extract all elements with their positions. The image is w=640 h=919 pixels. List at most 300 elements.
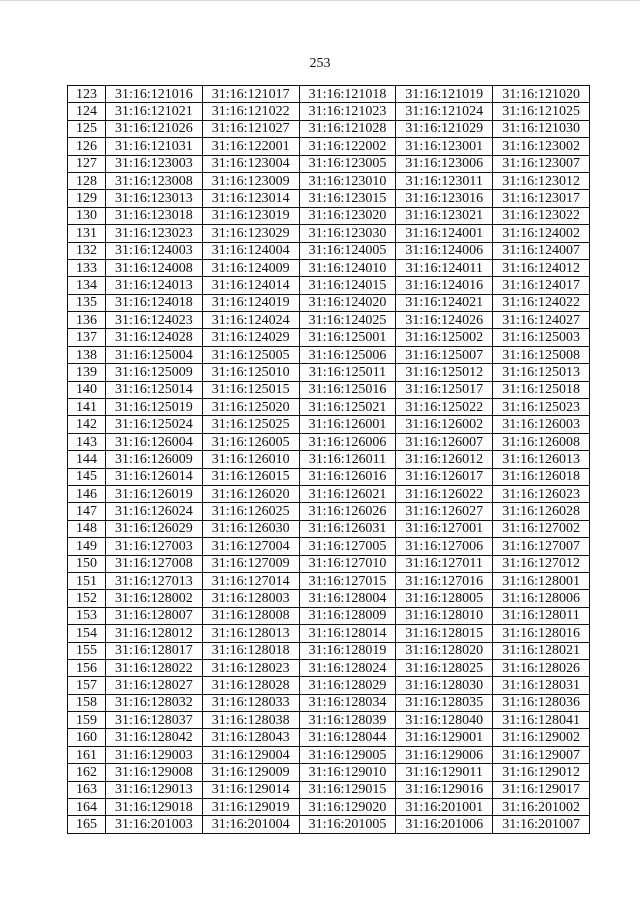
table-row (68, 816, 590, 833)
cadastral-number-cell: 31:16:128035 (396, 694, 493, 711)
cadastral-number-cell: 31:16:201002 (493, 799, 590, 816)
cadastral-number-cell: 31:16:127007 (493, 538, 590, 555)
cadastral-number-cell: 31:16:201005 (299, 816, 396, 833)
cadastral-number-cell: 31:16:126027 (396, 503, 493, 520)
cadastral-number-cell: 31:16:121028 (299, 120, 396, 137)
cadastral-number-cell: 31:16:128003 (202, 590, 299, 607)
table-row (68, 485, 590, 502)
cadastral-number-cell: 31:16:201007 (493, 816, 590, 833)
cadastral-number-cell: 31:16:126006 (299, 433, 396, 450)
cadastral-number-cell: 31:16:129017 (493, 781, 590, 798)
cadastral-number-cell: 31:16:121030 (493, 120, 590, 137)
cadastral-number-cell: 31:16:125013 (493, 364, 590, 381)
cadastral-number-cell: 31:16:125015 (202, 381, 299, 398)
cadastral-number-cell: 31:16:124006 (396, 242, 493, 259)
table-row (68, 659, 590, 676)
cadastral-number-cell: 31:16:128004 (299, 590, 396, 607)
cadastral-number-cell: 31:16:126018 (493, 468, 590, 485)
cadastral-number-cell: 31:16:128001 (493, 572, 590, 589)
cadastral-number-cell: 31:16:129014 (202, 781, 299, 798)
cadastral-number-cell: 31:16:129012 (493, 764, 590, 781)
cadastral-number-cell: 31:16:125007 (396, 346, 493, 363)
cadastral-number-cell: 31:16:129009 (202, 764, 299, 781)
cadastral-number-cell: 31:16:126011 (299, 451, 396, 468)
cadastral-number-cell: 31:16:128036 (493, 694, 590, 711)
cadastral-number-cell: 31:16:124021 (396, 294, 493, 311)
cadastral-number-cell: 31:16:127005 (299, 538, 396, 555)
cadastral-number-cell: 31:16:121026 (106, 120, 203, 137)
cadastral-number-cell: 31:16:129006 (396, 746, 493, 763)
row-number-cell: 145 (68, 468, 106, 485)
cadastral-number-cell: 31:16:125014 (106, 381, 203, 398)
cadastral-number-cell: 31:16:123022 (493, 207, 590, 224)
row-number-cell: 161 (68, 746, 106, 763)
cadastral-number-cell: 31:16:129005 (299, 746, 396, 763)
cadastral-number-cell: 31:16:128014 (299, 625, 396, 642)
cadastral-number-cell: 31:16:129010 (299, 764, 396, 781)
cadastral-number-cell: 31:16:121022 (202, 103, 299, 120)
cadastral-number-cell: 31:16:125005 (202, 346, 299, 363)
cadastral-number-cell: 31:16:129001 (396, 729, 493, 746)
cadastral-number-cell: 31:16:123009 (202, 172, 299, 189)
cadastral-number-cell: 31:16:128040 (396, 712, 493, 729)
table-row (68, 520, 590, 537)
row-number-cell: 141 (68, 399, 106, 416)
cadastral-number-cell: 31:16:124009 (202, 259, 299, 276)
cadastral-number-cell: 31:16:123021 (396, 207, 493, 224)
table-row (68, 346, 590, 363)
cadastral-number-cell: 31:16:127014 (202, 572, 299, 589)
cadastral-number-cell: 31:16:121023 (299, 103, 396, 120)
cadastral-number-cell: 31:16:126017 (396, 468, 493, 485)
cadastral-number-cell: 31:16:129007 (493, 746, 590, 763)
cadastral-number-cell: 31:16:121025 (493, 103, 590, 120)
cadastral-number-cell: 31:16:128005 (396, 590, 493, 607)
cadastral-number-cell: 31:16:123020 (299, 207, 396, 224)
cadastral-number-cell: 31:16:126013 (493, 451, 590, 468)
table-row (68, 433, 590, 450)
table-row (68, 729, 590, 746)
row-number-cell: 158 (68, 694, 106, 711)
cadastral-number-cell: 31:16:127009 (202, 555, 299, 572)
row-number-cell: 154 (68, 625, 106, 642)
cadastral-number-cell: 31:16:124016 (396, 277, 493, 294)
cadastral-number-cell: 31:16:126005 (202, 433, 299, 450)
cadastral-number-cell: 31:16:126001 (299, 416, 396, 433)
cadastral-number-cell: 31:16:126003 (493, 416, 590, 433)
cadastral-number-cell: 31:16:121024 (396, 103, 493, 120)
cadastral-number-cell: 31:16:128032 (106, 694, 203, 711)
cadastral-number-cell: 31:16:125018 (493, 381, 590, 398)
cadastral-numbers-table (67, 85, 590, 834)
cadastral-number-cell: 31:16:128030 (396, 677, 493, 694)
cadastral-number-cell: 31:16:128006 (493, 590, 590, 607)
cadastral-number-cell: 31:16:128009 (299, 607, 396, 624)
row-number-cell: 123 (68, 86, 106, 103)
cadastral-number-cell: 31:16:127002 (493, 520, 590, 537)
cadastral-number-cell: 31:16:128026 (493, 659, 590, 676)
row-number-cell: 163 (68, 781, 106, 798)
cadastral-number-cell: 31:16:121016 (106, 86, 203, 103)
row-number-cell: 155 (68, 642, 106, 659)
cadastral-number-cell: 31:16:124013 (106, 277, 203, 294)
cadastral-number-cell: 31:16:126016 (299, 468, 396, 485)
table-row (68, 329, 590, 346)
cadastral-number-cell: 31:16:129011 (396, 764, 493, 781)
cadastral-number-cell: 31:16:126028 (493, 503, 590, 520)
cadastral-number-cell: 31:16:124020 (299, 294, 396, 311)
cadastral-number-cell: 31:16:128024 (299, 659, 396, 676)
cadastral-number-cell: 31:16:128044 (299, 729, 396, 746)
cadastral-number-cell: 31:16:128042 (106, 729, 203, 746)
cadastral-number-cell: 31:16:125023 (493, 399, 590, 416)
cadastral-number-cell: 31:16:126025 (202, 503, 299, 520)
table-row (68, 781, 590, 798)
cadastral-number-cell: 31:16:124001 (396, 225, 493, 242)
cadastral-number-cell: 31:16:125017 (396, 381, 493, 398)
cadastral-number-cell: 31:16:128010 (396, 607, 493, 624)
table-row (68, 694, 590, 711)
cadastral-number-cell: 31:16:124002 (493, 225, 590, 242)
cadastral-number-cell: 31:16:124019 (202, 294, 299, 311)
cadastral-number-cell: 31:16:126009 (106, 451, 203, 468)
cadastral-number-cell: 31:16:124004 (202, 242, 299, 259)
table-row (68, 799, 590, 816)
scan-edge-line (0, 0, 640, 1)
cadastral-number-cell: 31:16:127003 (106, 538, 203, 555)
row-number-cell: 126 (68, 138, 106, 155)
cadastral-number-cell: 31:16:124018 (106, 294, 203, 311)
cadastral-number-cell: 31:16:125001 (299, 329, 396, 346)
cadastral-number-cell: 31:16:201006 (396, 816, 493, 833)
cadastral-number-cell: 31:16:126024 (106, 503, 203, 520)
row-number-cell: 144 (68, 451, 106, 468)
cadastral-number-cell: 31:16:201004 (202, 816, 299, 833)
cadastral-number-cell: 31:16:126023 (493, 485, 590, 502)
cadastral-number-cell: 31:16:126031 (299, 520, 396, 537)
table-row (68, 712, 590, 729)
table-row (68, 538, 590, 555)
cadastral-number-cell: 31:16:125004 (106, 346, 203, 363)
table-body (68, 86, 590, 834)
cadastral-number-cell: 31:16:126008 (493, 433, 590, 450)
cadastral-number-cell: 31:16:122002 (299, 138, 396, 155)
row-number-cell: 127 (68, 155, 106, 172)
cadastral-number-cell: 31:16:128039 (299, 712, 396, 729)
cadastral-number-cell: 31:16:123004 (202, 155, 299, 172)
cadastral-number-cell: 31:16:125024 (106, 416, 203, 433)
cadastral-number-cell: 31:16:129002 (493, 729, 590, 746)
cadastral-number-cell: 31:16:127013 (106, 572, 203, 589)
cadastral-number-cell: 31:16:129013 (106, 781, 203, 798)
table-row (68, 590, 590, 607)
row-number-cell: 140 (68, 381, 106, 398)
cadastral-number-cell: 31:16:123003 (106, 155, 203, 172)
cadastral-number-cell: 31:16:123029 (202, 225, 299, 242)
cadastral-number-cell: 31:16:126020 (202, 485, 299, 502)
cadastral-number-cell: 31:16:128020 (396, 642, 493, 659)
cadastral-number-cell: 31:16:124029 (202, 329, 299, 346)
cadastral-number-cell: 31:16:125011 (299, 364, 396, 381)
cadastral-number-cell: 31:16:128027 (106, 677, 203, 694)
cadastral-number-cell: 31:16:125021 (299, 399, 396, 416)
cadastral-number-cell: 31:16:125006 (299, 346, 396, 363)
cadastral-number-cell: 31:16:121031 (106, 138, 203, 155)
cadastral-number-cell: 31:16:128007 (106, 607, 203, 624)
cadastral-number-cell: 31:16:127001 (396, 520, 493, 537)
cadastral-number-cell: 31:16:124025 (299, 312, 396, 329)
cadastral-number-cell: 31:16:125025 (202, 416, 299, 433)
cadastral-number-cell: 31:16:128038 (202, 712, 299, 729)
cadastral-number-cell: 31:16:126014 (106, 468, 203, 485)
cadastral-number-cell: 31:16:124005 (299, 242, 396, 259)
cadastral-number-cell: 31:16:123002 (493, 138, 590, 155)
cadastral-number-cell: 31:16:129008 (106, 764, 203, 781)
cadastral-number-cell: 31:16:126012 (396, 451, 493, 468)
cadastral-number-cell: 31:16:123014 (202, 190, 299, 207)
row-number-cell: 142 (68, 416, 106, 433)
cadastral-number-cell: 31:16:128037 (106, 712, 203, 729)
table-row (68, 277, 590, 294)
cadastral-number-cell: 31:16:124007 (493, 242, 590, 259)
row-number-cell: 147 (68, 503, 106, 520)
row-number-cell: 151 (68, 572, 106, 589)
cadastral-number-cell: 31:16:128033 (202, 694, 299, 711)
row-number-cell: 146 (68, 485, 106, 502)
row-number-cell: 150 (68, 555, 106, 572)
cadastral-number-cell: 31:16:129020 (299, 799, 396, 816)
cadastral-number-cell: 31:16:123001 (396, 138, 493, 155)
cadastral-number-cell: 31:16:128015 (396, 625, 493, 642)
cadastral-number-cell: 31:16:123006 (396, 155, 493, 172)
row-number-cell: 160 (68, 729, 106, 746)
row-number-cell: 153 (68, 607, 106, 624)
cadastral-number-cell: 31:16:123007 (493, 155, 590, 172)
cadastral-number-cell: 31:16:121029 (396, 120, 493, 137)
cadastral-number-cell: 31:16:128028 (202, 677, 299, 694)
row-number-cell: 130 (68, 207, 106, 224)
cadastral-number-cell: 31:16:124023 (106, 312, 203, 329)
row-number-cell: 134 (68, 277, 106, 294)
cadastral-number-cell: 31:16:126004 (106, 433, 203, 450)
cadastral-number-cell: 31:16:125002 (396, 329, 493, 346)
cadastral-number-cell: 31:16:123016 (396, 190, 493, 207)
table-row (68, 764, 590, 781)
cadastral-number-cell: 31:16:126022 (396, 485, 493, 502)
cadastral-number-cell: 31:16:124008 (106, 259, 203, 276)
cadastral-number-cell: 31:16:129003 (106, 746, 203, 763)
cadastral-number-cell: 31:16:128011 (493, 607, 590, 624)
cadastral-number-cell: 31:16:129015 (299, 781, 396, 798)
row-number-cell: 138 (68, 346, 106, 363)
table-row (68, 625, 590, 642)
cadastral-number-cell: 31:16:126010 (202, 451, 299, 468)
cadastral-number-cell: 31:16:128019 (299, 642, 396, 659)
table-row (68, 677, 590, 694)
cadastral-number-cell: 31:16:128029 (299, 677, 396, 694)
cadastral-number-cell: 31:16:124027 (493, 312, 590, 329)
table-row (68, 746, 590, 763)
cadastral-number-cell: 31:16:123013 (106, 190, 203, 207)
table-row (68, 572, 590, 589)
row-number-cell: 125 (68, 120, 106, 137)
cadastral-number-cell: 31:16:123015 (299, 190, 396, 207)
table-row (68, 103, 590, 120)
cadastral-number-cell: 31:16:128008 (202, 607, 299, 624)
cadastral-number-cell: 31:16:126007 (396, 433, 493, 450)
cadastral-number-cell: 31:16:128041 (493, 712, 590, 729)
table-row (68, 225, 590, 242)
row-number-cell: 133 (68, 259, 106, 276)
cadastral-number-cell: 31:16:124028 (106, 329, 203, 346)
table-row (68, 381, 590, 398)
cadastral-number-cell: 31:16:128012 (106, 625, 203, 642)
cadastral-number-cell: 31:16:125003 (493, 329, 590, 346)
row-number-cell: 135 (68, 294, 106, 311)
cadastral-number-cell: 31:16:127006 (396, 538, 493, 555)
cadastral-number-cell: 31:16:123012 (493, 172, 590, 189)
cadastral-number-cell: 31:16:123010 (299, 172, 396, 189)
cadastral-number-cell: 31:16:128016 (493, 625, 590, 642)
table-row (68, 155, 590, 172)
cadastral-number-cell: 31:16:122001 (202, 138, 299, 155)
cadastral-number-cell: 31:16:125022 (396, 399, 493, 416)
cadastral-number-cell: 31:16:126030 (202, 520, 299, 537)
cadastral-number-cell: 31:16:128043 (202, 729, 299, 746)
table-row (68, 364, 590, 381)
table-row (68, 120, 590, 137)
cadastral-number-cell: 31:16:123018 (106, 207, 203, 224)
row-number-cell: 156 (68, 659, 106, 676)
cadastral-number-cell: 31:16:124011 (396, 259, 493, 276)
cadastral-number-cell: 31:16:129004 (202, 746, 299, 763)
cadastral-number-cell: 31:16:121021 (106, 103, 203, 120)
cadastral-number-cell: 31:16:201003 (106, 816, 203, 833)
cadastral-number-cell: 31:16:125012 (396, 364, 493, 381)
table-row (68, 468, 590, 485)
table-row (68, 607, 590, 624)
row-number-cell: 157 (68, 677, 106, 694)
cadastral-number-cell: 31:16:124026 (396, 312, 493, 329)
cadastral-number-cell: 31:16:126019 (106, 485, 203, 502)
cadastral-number-cell: 31:16:125010 (202, 364, 299, 381)
cadastral-number-cell: 31:16:121017 (202, 86, 299, 103)
cadastral-number-cell: 31:16:128002 (106, 590, 203, 607)
cadastral-number-cell: 31:16:128023 (202, 659, 299, 676)
table-row (68, 242, 590, 259)
cadastral-number-cell: 31:16:123030 (299, 225, 396, 242)
cadastral-number-cell: 31:16:123023 (106, 225, 203, 242)
cadastral-number-cell: 31:16:125016 (299, 381, 396, 398)
table-row (68, 503, 590, 520)
row-number-cell: 129 (68, 190, 106, 207)
cadastral-number-cell: 31:16:125008 (493, 346, 590, 363)
cadastral-number-cell: 31:16:129018 (106, 799, 203, 816)
cadastral-number-cell: 31:16:126015 (202, 468, 299, 485)
row-number-cell: 148 (68, 520, 106, 537)
cadastral-number-cell: 31:16:129016 (396, 781, 493, 798)
cadastral-number-cell: 31:16:128031 (493, 677, 590, 694)
cadastral-number-cell: 31:16:128018 (202, 642, 299, 659)
row-number-cell: 165 (68, 816, 106, 833)
cadastral-number-cell: 31:16:127004 (202, 538, 299, 555)
table-row (68, 294, 590, 311)
row-number-cell: 128 (68, 172, 106, 189)
cadastral-number-cell: 31:16:124014 (202, 277, 299, 294)
cadastral-number-cell: 31:16:124017 (493, 277, 590, 294)
cadastral-number-cell: 31:16:127011 (396, 555, 493, 572)
table-row (68, 207, 590, 224)
cadastral-number-cell: 31:16:127010 (299, 555, 396, 572)
cadastral-number-cell: 31:16:126026 (299, 503, 396, 520)
cadastral-number-cell: 31:16:127008 (106, 555, 203, 572)
cadastral-number-cell: 31:16:124015 (299, 277, 396, 294)
cadastral-number-cell: 31:16:128013 (202, 625, 299, 642)
cadastral-number-cell: 31:16:128034 (299, 694, 396, 711)
cadastral-number-cell: 31:16:125009 (106, 364, 203, 381)
table-row (68, 312, 590, 329)
row-number-cell: 149 (68, 538, 106, 555)
cadastral-number-cell: 31:16:121019 (396, 86, 493, 103)
row-number-cell: 152 (68, 590, 106, 607)
page-number: 253 (309, 56, 331, 71)
table-row (68, 416, 590, 433)
cadastral-number-cell: 31:16:125019 (106, 399, 203, 416)
table-row (68, 259, 590, 276)
cadastral-number-cell: 31:16:201001 (396, 799, 493, 816)
row-number-cell: 143 (68, 433, 106, 450)
row-number-cell: 162 (68, 764, 106, 781)
cadastral-number-cell: 31:16:127015 (299, 572, 396, 589)
cadastral-number-cell: 31:16:128021 (493, 642, 590, 659)
table-row (68, 399, 590, 416)
row-number-cell: 164 (68, 799, 106, 816)
cadastral-number-cell: 31:16:123011 (396, 172, 493, 189)
row-number-cell: 124 (68, 103, 106, 120)
cadastral-number-cell: 31:16:127016 (396, 572, 493, 589)
cadastral-number-cell: 31:16:123005 (299, 155, 396, 172)
cadastral-number-cell: 31:16:126021 (299, 485, 396, 502)
cadastral-number-cell: 31:16:123017 (493, 190, 590, 207)
cadastral-number-cell: 31:16:128025 (396, 659, 493, 676)
cadastral-number-cell: 31:16:126029 (106, 520, 203, 537)
cadastral-number-cell: 31:16:124003 (106, 242, 203, 259)
table-row (68, 642, 590, 659)
row-number-cell: 159 (68, 712, 106, 729)
cadastral-number-cell: 31:16:125020 (202, 399, 299, 416)
cadastral-number-cell: 31:16:124024 (202, 312, 299, 329)
table-row (68, 190, 590, 207)
cadastral-number-cell: 31:16:121020 (493, 86, 590, 103)
cadastral-number-cell: 31:16:124022 (493, 294, 590, 311)
cadastral-number-cell: 31:16:128022 (106, 659, 203, 676)
table-row (68, 451, 590, 468)
table-row (68, 138, 590, 155)
table-row (68, 555, 590, 572)
cadastral-number-cell: 31:16:129019 (202, 799, 299, 816)
row-number-cell: 132 (68, 242, 106, 259)
cadastral-number-cell: 31:16:121018 (299, 86, 396, 103)
cadastral-number-cell: 31:16:128017 (106, 642, 203, 659)
row-number-cell: 136 (68, 312, 106, 329)
cadastral-number-cell: 31:16:124010 (299, 259, 396, 276)
cadastral-number-cell: 31:16:126002 (396, 416, 493, 433)
cadastral-number-cell: 31:16:124012 (493, 259, 590, 276)
cadastral-number-cell: 31:16:123019 (202, 207, 299, 224)
cadastral-number-cell: 31:16:121027 (202, 120, 299, 137)
row-number-cell: 137 (68, 329, 106, 346)
table-row (68, 172, 590, 189)
